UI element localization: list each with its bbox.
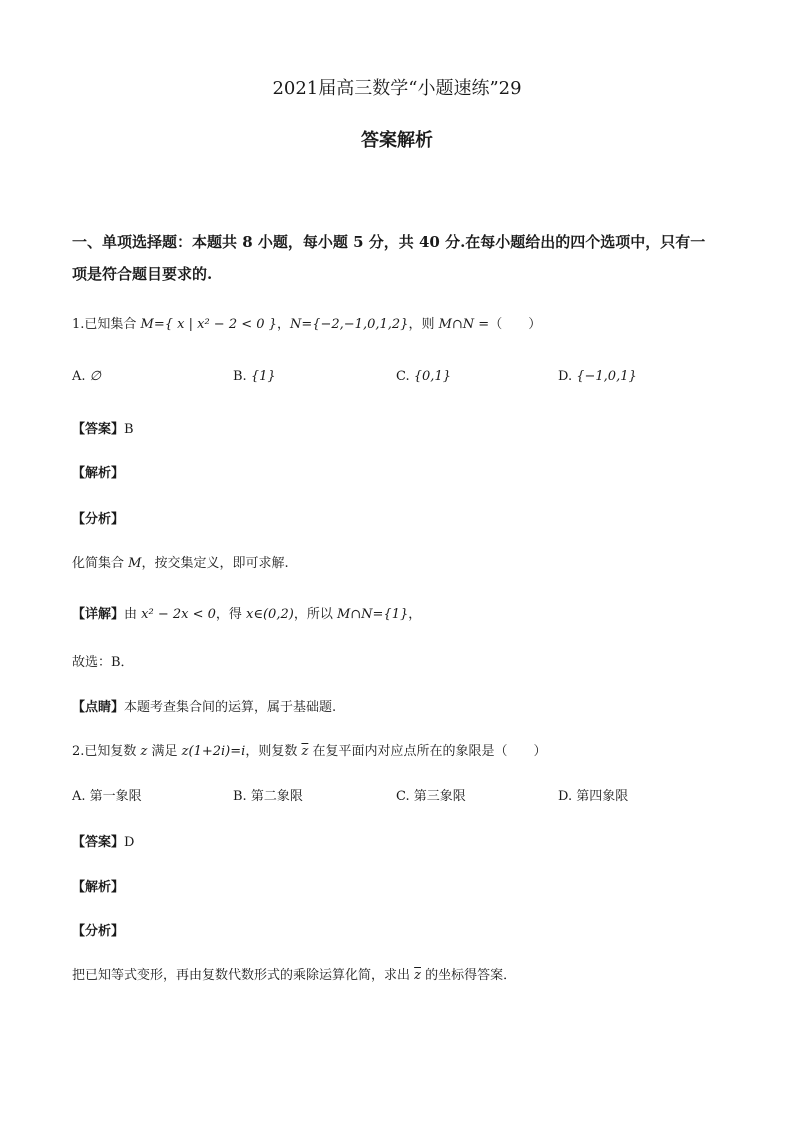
q1-then: ，则 bbox=[408, 317, 439, 332]
q2-analysis: 把已知等式变形，再由复数代数形式的乘除运算化简，求出 $\overline{z}$ 的坐标得答案． bbox=[72, 968, 517, 983]
question-1-stem bbox=[72, 313, 541, 332]
z-conjugate-analysis: $\overline{z}$ bbox=[414, 968, 421, 983]
q1-jiexi-heading: 【解析】 bbox=[72, 466, 125, 481]
q1-option-c: C. {0,1} bbox=[396, 369, 451, 384]
q1-blank: （ ） bbox=[489, 317, 542, 332]
page-subtitle: 答案解析 bbox=[361, 130, 433, 151]
q1-option-a: A. ∅ bbox=[72, 369, 101, 384]
q2-option-c: C. 第三象限 bbox=[396, 789, 466, 804]
q1-comment: 【点睛】本题考查集合间的运算，属于基础题. bbox=[72, 700, 337, 715]
q1-detail: 【详解】由 x² − 2x < 0，得 x∈(0,2)，所以 M∩N={1}， bbox=[72, 607, 422, 622]
q2-fenxi-heading: 【分析】 bbox=[72, 924, 125, 939]
q1-answer: 【答案】B bbox=[72, 422, 134, 437]
q2-answer: 【答案】D bbox=[72, 835, 135, 850]
q1-intersection: M∩N = bbox=[438, 317, 490, 332]
question-2-stem: 2.已知复数 z 满足 z(1+2i)=i，则复数 $\overline{z}$ 在复平面内对应点所在的象限是（ ） bbox=[72, 744, 547, 759]
q1-choice: 故选：B． bbox=[72, 655, 134, 670]
q1-option-d: D. {−1,0,1} bbox=[558, 369, 637, 384]
q2-option-d: D. 第四象限 bbox=[558, 789, 629, 804]
q2-option-b: B. 第二象限 bbox=[233, 789, 303, 804]
page-title: 2021届高三数学“小题速练”29 bbox=[272, 78, 522, 99]
q1-set-m: M={ x | x² − 2 < 0 } bbox=[140, 317, 277, 332]
q1-fenxi-heading: 【分析】 bbox=[72, 512, 125, 527]
section-heading-line1: 一、单项选择题：本题共 8 小题，每小题 5 分，共 40 分.在每小题给出的四个选项中，只有一 bbox=[72, 233, 706, 251]
q1-set-n: N={−2,−1,0,1,2} bbox=[289, 317, 409, 332]
q2-jiexi-heading: 【解析】 bbox=[72, 880, 125, 895]
q1-sep: ， bbox=[276, 317, 290, 332]
q1-prefix: 1.已知集合 bbox=[72, 317, 141, 332]
q1-option-b: B. {1} bbox=[233, 369, 276, 384]
q2-option-a: A. 第一象限 bbox=[72, 789, 142, 804]
z-conjugate: $\overline{z}$ bbox=[301, 744, 309, 759]
section-heading-line2: 项是符合题目要求的. bbox=[72, 265, 213, 283]
q1-analysis: 化简集合 M，按交集定义，即可求解. bbox=[72, 556, 289, 571]
